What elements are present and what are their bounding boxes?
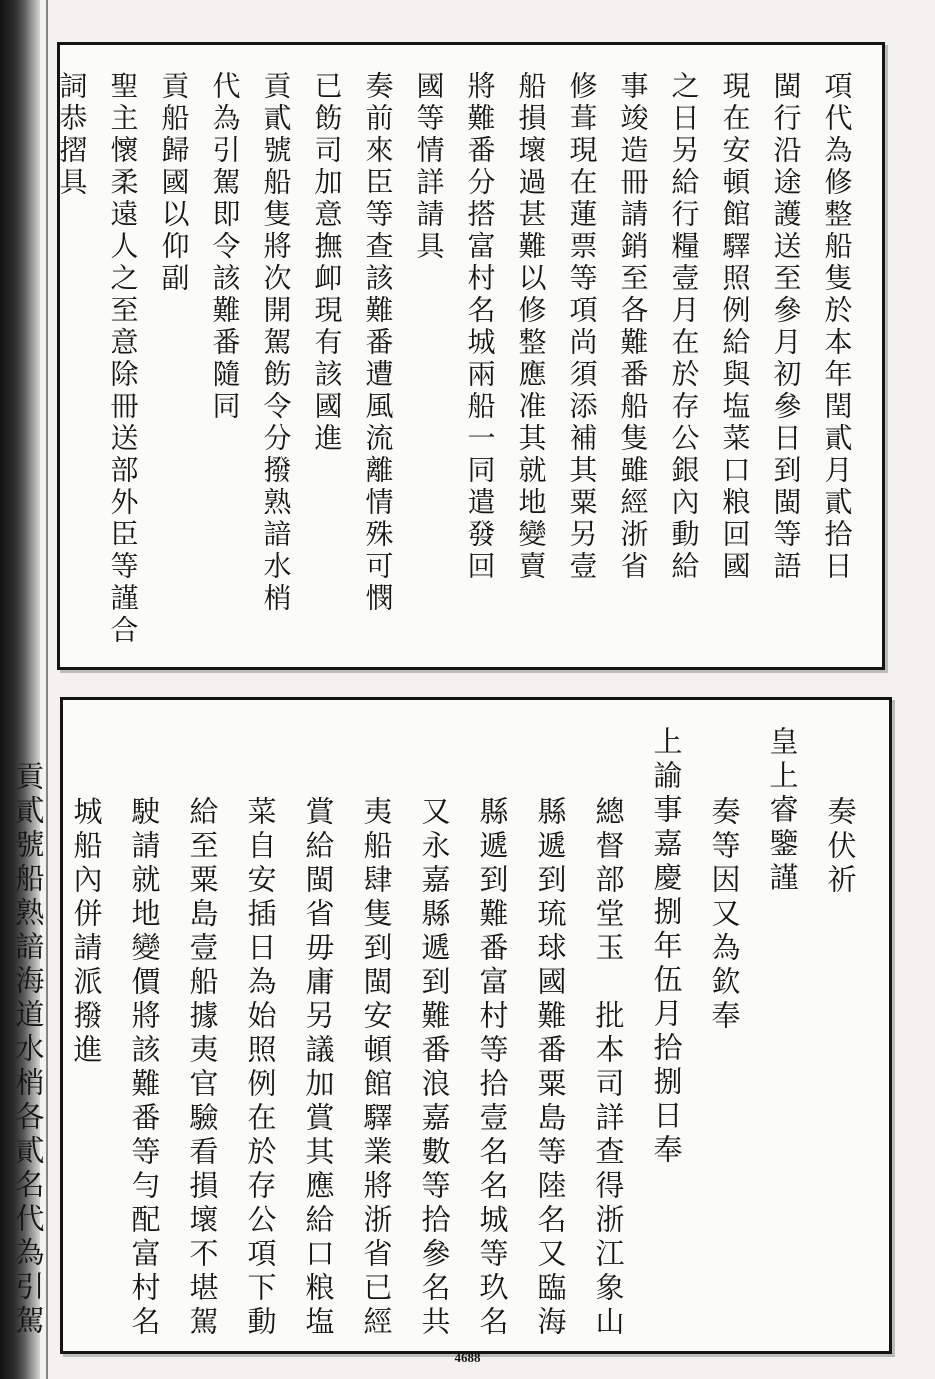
text-column	[57, 726, 115, 1329]
text-column	[0, 726, 57, 1339]
column-text: 代為引駕即令該難番隨同	[208, 71, 242, 423]
column-text: 貢貳號船熟諳海道水梢各貳名代為引駕	[11, 761, 46, 1339]
column-text: 貢貳號船隻將次開駕飭令分撥熟諳水梢	[259, 71, 293, 615]
text-column	[405, 726, 463, 1340]
text-column	[658, 71, 709, 645]
column-text: 上諭事嘉慶捌年伍月拾捌日奉	[649, 726, 684, 1168]
column-text: 之日另給行糧壹月在於存公銀內動給	[667, 71, 701, 583]
column-text: 總督部堂玉 批本司詳查得浙江象山	[591, 796, 626, 1340]
text-column	[199, 71, 250, 645]
bottom-columns	[11, 726, 869, 1340]
column-text: 閩行沿途護送至參月初參日到閩等語	[769, 71, 803, 583]
bottom-manuscript-panel	[11, 697, 892, 1354]
column-text: 駛請就地變價將該難番等勻配富村名	[127, 796, 162, 1340]
text-column	[521, 726, 579, 1340]
text-column	[250, 71, 301, 645]
column-text: 貢船歸國以仰副	[157, 71, 191, 295]
text-column	[607, 71, 658, 645]
top-columns	[55, 71, 862, 647]
text-column	[556, 71, 607, 645]
column-text: 皇上睿鑒謹	[765, 726, 800, 896]
column-text: 奏伏祈	[823, 796, 858, 898]
text-column	[352, 71, 403, 645]
text-column	[173, 726, 231, 1340]
text-column	[637, 726, 695, 1329]
column-text: 奏等因又為欽奉	[707, 796, 742, 1034]
text-column	[289, 726, 347, 1340]
column-text: 項代為修整船隻於本年閏貳月貳拾日	[820, 71, 854, 583]
column-text: 菜自安插日為始照例在於存公項下動	[243, 796, 278, 1340]
text-column	[505, 71, 556, 645]
column-text: 又永嘉縣遞到難番浪嘉數等拾參名共	[417, 796, 452, 1340]
column-text: 縣遞到難番富村等拾壹名名城等玖名	[475, 796, 510, 1340]
top-manuscript-panel	[57, 42, 885, 670]
text-column	[148, 71, 199, 645]
column-text: 城船內併請派撥進	[69, 796, 104, 1068]
text-column	[760, 71, 811, 645]
column-text: 奏前來臣等查該難番遭風流離情殊可憫	[361, 71, 395, 615]
column-text: 國等情詳請具	[412, 71, 446, 263]
text-column	[115, 726, 173, 1340]
text-column	[403, 71, 454, 645]
column-text: 現在安頓館驛照例給與塩菜口粮回國	[718, 71, 752, 583]
column-text: 詞恭摺具	[55, 71, 89, 199]
text-column	[454, 71, 505, 645]
text-column	[463, 726, 521, 1340]
text-column	[46, 71, 97, 645]
column-text: 船損壞過甚難以修整應准其就地變賣	[514, 71, 548, 583]
text-column	[579, 726, 637, 1340]
text-column	[753, 726, 811, 1329]
column-text: 事竣造冊請銷至各難番船隻雖經浙省	[616, 71, 650, 583]
text-column	[231, 726, 289, 1340]
column-text: 給至粟島壹船據夷官驗看損壞不堪駕	[185, 796, 220, 1340]
column-text: 已飭司加意撫卹現有該國進	[310, 71, 344, 455]
text-column	[301, 71, 352, 645]
page-number: 4688	[454, 1350, 481, 1365]
text-column	[97, 71, 148, 645]
text-column	[811, 726, 869, 1329]
column-text: 賞給閩省毋庸另議加賞其應給口粮塩	[301, 796, 336, 1340]
text-column	[347, 726, 405, 1340]
text-column	[811, 71, 862, 645]
column-text: 修葺現在蓮票等項尚須添補其粟另壹	[565, 71, 599, 583]
column-text: 聖主懷柔遠人之至意除冊送部外臣等謹合	[106, 71, 140, 647]
column-text: 將難番分搭富村名城兩船一同遣發回	[463, 71, 497, 583]
column-text: 夷船肆隻到閩安頓館驛業將浙省已經	[359, 796, 394, 1340]
column-text: 縣遞到琉球國難番粟島等陸名又臨海	[533, 796, 568, 1340]
text-column	[695, 726, 753, 1329]
text-column	[709, 71, 760, 645]
